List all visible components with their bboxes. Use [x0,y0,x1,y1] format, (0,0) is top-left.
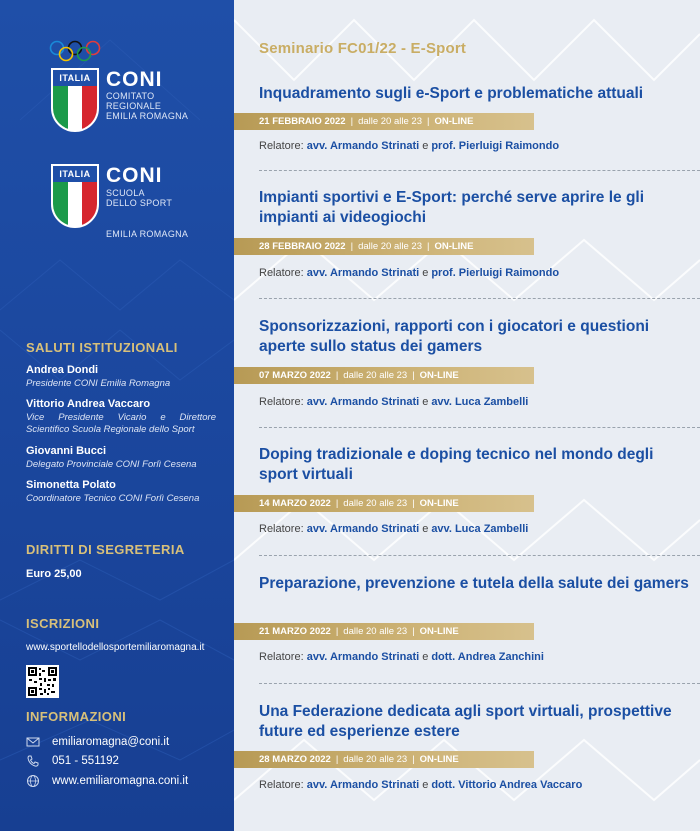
speaker-2: prof. Pierluigi Raimondo [431,140,560,152]
speaker-2: prof. Pierluigi Raimondo [431,267,560,279]
shield-italia-text: ITALIA [53,166,97,182]
informazioni-title: INFORMAZIONI [26,709,127,724]
relatore-label: Relatore: [259,779,304,791]
email-row[interactable] [26,735,169,749]
event-speakers: Relatore: avv. Armando Strinati e avv. Luca Zambelli [259,523,529,535]
speaker-1: avv. Armando Strinati [306,651,420,663]
qr-code[interactable] [26,665,59,698]
phone-row[interactable] [26,754,119,768]
person-role: Delegato Provinciale CONI Forlì Cesena [26,459,197,470]
person-role: Vice Presidente Vicario e Direttore Scientifico Scuola Regionale dello Sport [26,412,216,435]
speaker-2: dott. Vittorio Andrea Vaccaro [431,779,583,791]
shield-italia-text: ITALIA [53,70,97,86]
event-date: 21 MARZO 2022 [259,626,331,637]
person-role: Presidente CONI Emilia Romagna [26,378,171,389]
event-date-band: 21 MARZO 2022 | dalle 20 alle 23 | ON-LINE [234,623,534,640]
event-date-band: 14 MARZO 2022 | dalle 20 alle 23 | ON-LINE [234,495,534,512]
event-hours: dalle 20 alle 23 [358,116,422,127]
diritti-title: DIRITTI DI SEGRETERIA [26,542,185,557]
event-speakers: Relatore: avv. Armando Strinati e dott. Andrea Zanchini [259,651,544,663]
separator [259,427,700,428]
fee-value: Euro 25,00 [26,568,82,580]
web-row[interactable] [26,774,188,788]
event-speakers: Relatore: avv. Armando Strinati e prof. Pierluigi Raimondo [259,140,560,152]
iscrizioni-title: ISCRIZIONI [26,616,100,631]
event-hours: dalle 20 alle 23 [343,626,408,637]
event-date: 21 FEBBRAIO 2022 [259,116,346,127]
event-hours: dalle 20 alle 23 [343,498,408,509]
event-mode: ON-LINE [434,116,474,127]
phone-icon [26,754,40,768]
speaker-2: dott. Andrea Zanchini [431,651,544,663]
coni-scuola-region: EMILIA ROMAGNA [106,229,189,239]
person-name: Andrea Dondi [26,364,99,376]
event-title: Una Federazione dedicata agli sport virtuali, prospettive future ed esperienze estere [259,703,672,740]
relatore-label: Relatore: [259,651,304,663]
saluti-title: SALUTI ISTITUZIONALI [26,340,178,355]
coni-wordmark: CONI [106,68,163,91]
event-date: 07 MARZO 2022 [259,370,331,381]
separator [259,683,700,684]
left-panel [0,0,234,831]
speaker-2: avv. Luca Zambelli [431,523,529,535]
globe-icon [26,774,40,788]
speaker-1: avv. Armando Strinati [306,396,420,408]
coni-scuola-sub: SCUOLA DELLO SPORT [106,188,173,208]
event-speakers: Relatore: avv. Armando Strinati e prof. Pierluigi Raimondo [259,267,560,279]
event-mode: ON-LINE [419,754,459,765]
event-date: 14 MARZO 2022 [259,498,331,509]
event-mode: ON-LINE [419,498,459,509]
event-speakers: Relatore: avv. Armando Strinati e dott. Vittorio Andrea Vaccaro [259,779,583,791]
speaker-1: avv. Armando Strinati [306,140,420,152]
event-title: Preparazione, prevenzione e tutela della salute dei gamers [259,575,689,592]
event-speakers: Relatore: avv. Armando Strinati e avv. Luca Zambelli [259,396,529,408]
relatore-label: Relatore: [259,396,304,408]
event-mode: ON-LINE [419,370,459,381]
person-name: Vittorio Andrea Vaccaro [26,398,151,410]
envelope-icon [26,735,40,749]
event-hours: dalle 20 alle 23 [343,370,408,381]
event-date-band: 07 MARZO 2022 | dalle 20 alle 23 | ON-LINE [234,367,534,384]
event-date-band: 28 MARZO 2022 | dalle 20 alle 23 | ON-LINE [234,751,534,768]
event-title: Impianti sportivi e E-Sport: perché serve aprire le gli impianti ai videogiochi [259,189,645,226]
event-date-band: 21 FEBBRAIO 2022 | dalle 20 alle 23 | ON-LINE [234,113,534,130]
event-date: 28 MARZO 2022 [259,754,331,765]
olympic-rings-icon [48,40,102,62]
event-date-band: 28 FEBBRAIO 2022 | dalle 20 alle 23 | ON-LINE [234,238,534,255]
web-text[interactable]: www.emiliaromagna.coni.it [52,775,189,787]
relatore-label: Relatore: [259,140,304,152]
person-name: Giovanni Bucci [26,445,107,457]
phone-text[interactable]: 051 - 551192 [52,755,119,767]
person-name: Simonetta Polato [26,479,116,491]
separator [259,170,700,171]
event-title: Sponsorizzazioni, rapporti con i giocatori e questioni aperte sullo status dei gamers [259,318,650,355]
event-title: Inquadramento sugli e-Sport e problematiche attuali [259,85,644,102]
speaker-1: avv. Armando Strinati [306,779,420,791]
separator [259,555,700,556]
person-role: Coordinatore Tecnico CONI Forlì Cesena [26,493,200,504]
iscrizioni-link[interactable]: www.sportellodellosportemiliaromagna.it [26,642,205,653]
coni-scuola-shield-logo [51,164,99,228]
right-panel [234,0,700,831]
speaker-1: avv. Armando Strinati [306,267,420,279]
event-title: Doping tradizionale e doping tecnico nel mondo degli sport virtuali [259,446,654,483]
speaker-1: avv. Armando Strinati [306,523,420,535]
event-mode: ON-LINE [419,626,459,637]
event-hours: dalle 20 alle 23 [358,241,422,252]
coni-comitato-sub: COMITATO REGIONALE EMILIA ROMAGNA [106,91,189,121]
event-mode: ON-LINE [434,241,474,252]
seminar-title: Seminario FC01/22 - E-Sport [259,40,467,57]
coni-wordmark: CONI [106,164,163,187]
coni-shield-logo [51,68,99,132]
event-date: 28 FEBBRAIO 2022 [259,241,346,252]
speaker-2: avv. Luca Zambelli [431,396,529,408]
event-hours: dalle 20 alle 23 [343,754,408,765]
email-text[interactable]: emiliaromagna@coni.it [52,736,170,748]
separator [259,298,700,299]
relatore-label: Relatore: [259,267,304,279]
relatore-label: Relatore: [259,523,304,535]
